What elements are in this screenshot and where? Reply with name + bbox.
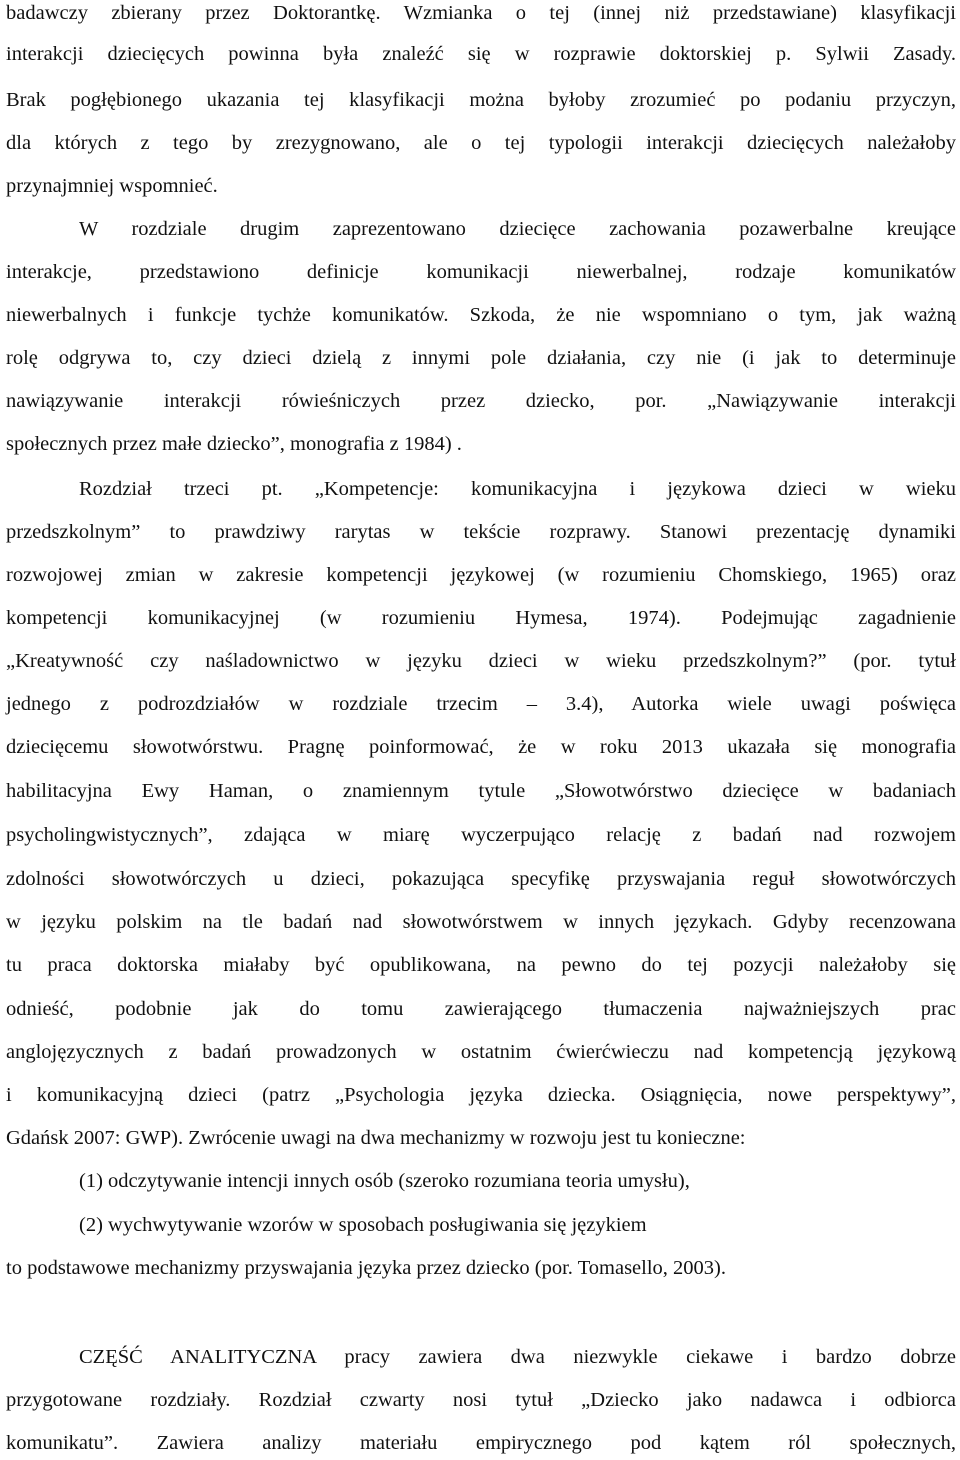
text-line: zdolności słowotwórczych u dzieci, pokazująca specyfikę przyswajania reguł słowotwórczych — [6, 868, 956, 890]
list-item: (1) odczytywanie intencji innych osób (szeroko rozumiana teoria umysłu), — [79, 1170, 690, 1192]
text-line: jednego z podrozdziałów w rozdziale trzecim – 3.4), Autorka wiele uwagi poświęca — [6, 693, 956, 715]
text-line: to podstawowe mechanizmy przyswajania języka przez dziecko (por. Tomasello, 2003). — [6, 1257, 726, 1279]
text-line: niewerbalnych i funkcje tychże komunikatów. Szkoda, że nie wspomniano o tym, jak ważną — [6, 304, 956, 326]
text-line: przynajmniej wspomnieć. — [6, 175, 218, 197]
text-line: rolę odgrywa to, czy dzieci dzielą z innymi pole działania, czy nie (i jak to determinuje — [6, 347, 956, 369]
paragraph-first-line: CZĘŚĆ ANALITYCZNA pracy zawiera dwa niezwykle ciekawe i bardzo dobrze — [79, 1346, 956, 1368]
text-line: psycholingwistycznych”, zdająca w miarę wyczerpująco relację z badań nad rozwojem — [6, 824, 956, 846]
text-line: rozwojowej zmian w zakresie kompetencji językowej (w rozumieniu Chomskiego, 1965) oraz — [6, 564, 956, 586]
text-line: i komunikacyjną dzieci (patrz „Psychologia języka dziecka. Osiągnięcia, nowe perspektywy”, — [6, 1084, 956, 1106]
text-line: Gdańsk 2007: GWP). Zwrócenie uwagi na dwa mechanizmy w rozwoju jest tu konieczne: — [6, 1127, 746, 1149]
text-line: dziecięcemu słowotwórstwu. Pragnę poinformować, że w roku 2013 ukazała się monografia — [6, 736, 956, 758]
text-line: interakcje, przedstawiono definicje komunikacji niewerbalnej, rodzaje komunikatów — [6, 261, 956, 283]
text-line: badawczy zbierany przez Doktorantkę. Wzmianka o tej (innej niż przedstawiane) klasyfikacji — [6, 2, 956, 24]
text-line: dla których z tego by zrezygnowano, ale o tej typologii interakcji dziecięcych należałoby — [6, 132, 956, 154]
text-line: habilitacyjna Ewy Haman, o znamiennym tytule „Słowotwórstwo dziecięce w badaniach — [6, 780, 956, 802]
text-line: przygotowane rozdziały. Rozdział czwarty nosi tytuł „Dziecko jako nadawca i odbiorca — [6, 1389, 956, 1411]
text-line: kompetencji komunikacyjnej (w rozumieniu Hymesa, 1974). Podejmując zagadnienie — [6, 607, 956, 629]
paragraph-first-line: W rozdziale drugim zaprezentowano dziecięce zachowania pozawerbalne kreujące — [79, 218, 956, 240]
text-line: komunikatu”. Zawiera analizy materiału empirycznego pod kątem ról społecznych, — [6, 1432, 956, 1454]
text-line: interakcji dziecięcych powinna była znaleźć się w rozprawie doktorskiej p. Sylwii Zasady. — [6, 43, 956, 65]
text-line: „Kreatywność czy naśladownictwo w języku dzieci w wieku przedszkolnym?” (por. tytuł — [6, 650, 956, 672]
text-line: Brak pogłębionego ukazania tej klasyfikacji można byłoby zrozumieć po podaniu przyczyn, — [6, 89, 956, 111]
list-item: (2) wychwytywanie wzorów w sposobach posługiwania się językiem — [79, 1214, 647, 1236]
text-line: społecznych przez małe dziecko”, monografia z 1984) . — [6, 433, 462, 455]
text-line: przedszkolnym” to prawdziwy rarytas w tekście rozprawy. Stanowi prezentację dynamiki — [6, 521, 956, 543]
text-line: odnieść, podobnie jak do tomu zawierającego tłumaczenia najważniejszych prac — [6, 998, 956, 1020]
text-line: tu praca doktorska miałaby być opublikowana, na pewno do tej pozycji należałoby się — [6, 954, 956, 976]
text-line: nawiązywanie interakcji rówieśniczych przez dziecko, por. „Nawiązywanie interakcji — [6, 390, 956, 412]
text-line: anglojęzycznych z badań prowadzonych w ostatnim ćwierćwieczu nad kompetencją językową — [6, 1041, 956, 1063]
text-line: w języku polskim na tle badań nad słowotwórstwem w innych językach. Gdyby recenzowana — [6, 911, 956, 933]
paragraph-first-line: Rozdział trzeci pt. „Kompetencje: komunikacyjna i językowa dzieci w wieku — [79, 478, 956, 500]
